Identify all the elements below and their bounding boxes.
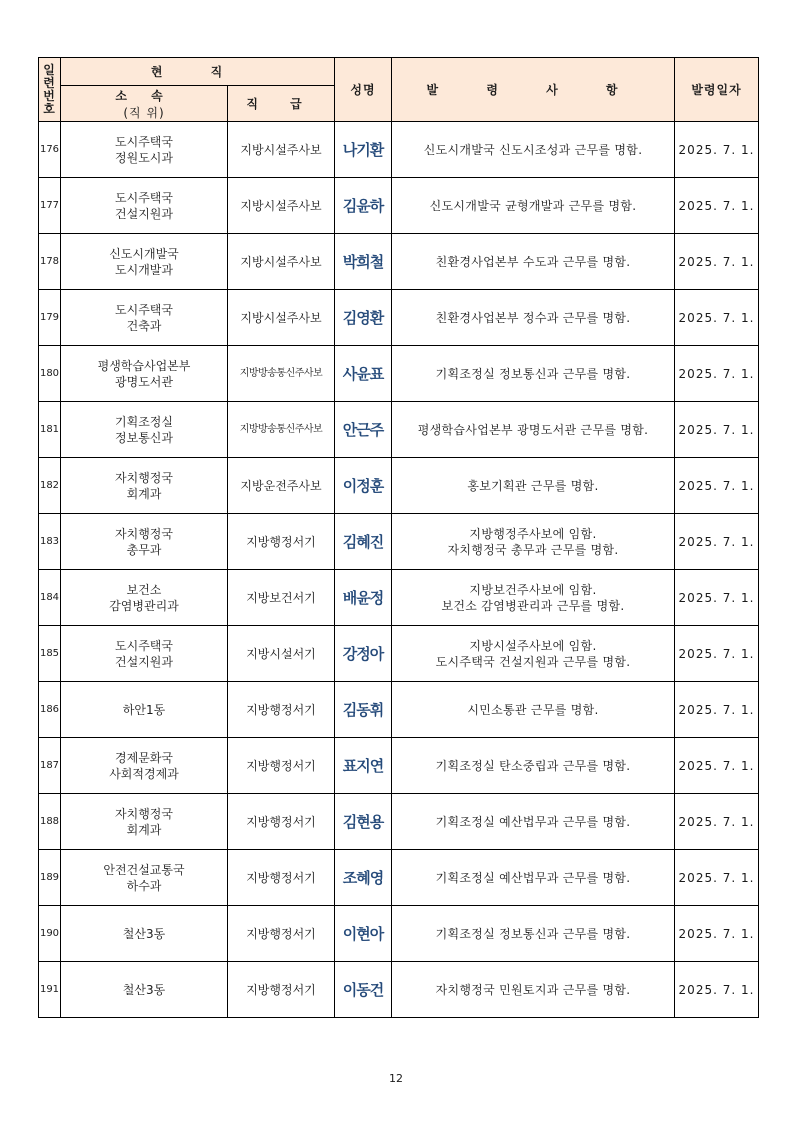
table-row: [39, 794, 759, 850]
row-person-name: 김윤하: [335, 178, 392, 234]
row-order-date: 2025. 7. 1.: [675, 738, 759, 794]
row-department: [61, 962, 228, 1018]
row-serial-number: 183: [39, 514, 61, 570]
row-rank: 지방행정서기: [228, 906, 335, 962]
department-line: 정원도시과: [115, 150, 173, 165]
row-department: [61, 570, 228, 626]
row-serial-number: 181: [39, 402, 61, 458]
table-row: [39, 122, 759, 178]
department-line: 도시주택국: [115, 302, 173, 317]
table-row: [39, 906, 759, 962]
row-order-details: [392, 458, 675, 514]
department-line: 도시주택국: [115, 190, 173, 205]
table-row: [39, 402, 759, 458]
row-rank: 지방방송통신주사보: [228, 402, 335, 458]
table-header: [39, 58, 759, 122]
row-order-details: [392, 514, 675, 570]
order-line: 신도시개발국 신도시조성과 근무를 명함.: [423, 142, 643, 157]
header-serial-number: 일 련 번 호: [39, 58, 61, 122]
row-rank: 지방시설주사보: [228, 234, 335, 290]
table-row: [39, 682, 759, 738]
department-line: 철산3동: [122, 982, 166, 997]
department-line: 건축과: [126, 318, 162, 333]
row-serial-number: 190: [39, 906, 61, 962]
row-rank: 지방행정서기: [228, 514, 335, 570]
row-rank: 지방행정서기: [228, 850, 335, 906]
row-department: [61, 906, 228, 962]
row-person-name: 김영환: [335, 290, 392, 346]
row-rank: 지방행정서기: [228, 682, 335, 738]
table-body: [39, 122, 759, 1018]
row-person-name: 표지연: [335, 738, 392, 794]
row-rank: 지방방송통신주사보: [228, 346, 335, 402]
row-rank: 지방행정서기: [228, 738, 335, 794]
department-line: 감염병관리과: [109, 598, 179, 613]
row-department: [61, 682, 228, 738]
row-department: [61, 738, 228, 794]
table-row: [39, 234, 759, 290]
table-row: [39, 850, 759, 906]
row-serial-number: 182: [39, 458, 61, 514]
row-serial-number: 191: [39, 962, 61, 1018]
row-order-date: 2025. 7. 1.: [675, 402, 759, 458]
row-order-date: 2025. 7. 1.: [675, 234, 759, 290]
row-rank: 지방행정서기: [228, 794, 335, 850]
row-order-date: 2025. 7. 1.: [675, 346, 759, 402]
row-serial-number: 180: [39, 346, 61, 402]
row-serial-number: 178: [39, 234, 61, 290]
department-line: 자치행정국: [115, 806, 173, 821]
department-line: 경제문화국: [115, 750, 173, 765]
row-order-date: 2025. 7. 1.: [675, 514, 759, 570]
row-rank: 지방행정서기: [228, 962, 335, 1018]
order-line: 평생학습사업본부 광명도서관 근무를 명함.: [417, 422, 649, 437]
row-person-name: 박희철: [335, 234, 392, 290]
department-line: 총무과: [126, 542, 162, 557]
row-department: [61, 794, 228, 850]
department-line: 회계과: [126, 486, 162, 501]
order-line: 시민소통관 근무를 명함.: [467, 702, 599, 717]
order-line: 친환경사업본부 수도과 근무를 명함.: [435, 254, 631, 269]
row-person-name: 이현아: [335, 906, 392, 962]
order-line: 기획조정실 정보통신과 근무를 명함.: [435, 926, 631, 941]
personnel-order-table: [38, 57, 759, 1018]
row-order-details: [392, 178, 675, 234]
order-line: 기획조정실 탄소중립과 근무를 명함.: [435, 758, 631, 773]
row-person-name: 김동휘: [335, 682, 392, 738]
order-line: 기획조정실 예산법무과 근무를 명함.: [435, 814, 631, 829]
row-order-details: [392, 290, 675, 346]
row-serial-number: 177: [39, 178, 61, 234]
row-rank: 지방시설주사보: [228, 290, 335, 346]
row-order-details: [392, 794, 675, 850]
department-line: 건설지원과: [115, 654, 173, 669]
row-person-name: 나기환: [335, 122, 392, 178]
row-order-date: 2025. 7. 1.: [675, 682, 759, 738]
row-order-date: 2025. 7. 1.: [675, 570, 759, 626]
department-line: 하수과: [126, 878, 162, 893]
department-line: 평생학습사업본부: [97, 358, 191, 373]
table-row: [39, 346, 759, 402]
page-number: 12: [389, 1072, 403, 1085]
row-rank: 지방운전주사보: [228, 458, 335, 514]
row-person-name: 배윤정: [335, 570, 392, 626]
row-serial-number: 187: [39, 738, 61, 794]
row-department: [61, 514, 228, 570]
table-row: [39, 290, 759, 346]
order-line: 친환경사업본부 정수과 근무를 명함.: [435, 310, 631, 325]
header-name: 성명: [335, 58, 392, 122]
row-order-date: 2025. 7. 1.: [675, 626, 759, 682]
row-serial-number: 184: [39, 570, 61, 626]
table-row: [39, 514, 759, 570]
row-order-details: [392, 346, 675, 402]
row-person-name: 김현용: [335, 794, 392, 850]
row-serial-number: 188: [39, 794, 61, 850]
row-department: [61, 178, 228, 234]
department-line: 안전건설교통국: [103, 862, 185, 877]
row-person-name: 이동건: [335, 962, 392, 1018]
table-row: [39, 178, 759, 234]
row-person-name: 조혜영: [335, 850, 392, 906]
department-line: 자치행정국: [115, 526, 173, 541]
row-order-details: [392, 234, 675, 290]
department-line: 신도시개발국: [109, 246, 179, 261]
order-line: 기획조정실 정보통신과 근무를 명함.: [435, 366, 631, 381]
row-serial-number: 189: [39, 850, 61, 906]
row-order-date: 2025. 7. 1.: [675, 458, 759, 514]
department-line: 건설지원과: [115, 206, 173, 221]
row-order-details: [392, 738, 675, 794]
row-order-details: [392, 402, 675, 458]
table-row: [39, 570, 759, 626]
order-line: 자치행정국 총무과 근무를 명함.: [447, 542, 619, 557]
department-line: 사회적경제과: [109, 766, 179, 781]
row-person-name: 김혜진: [335, 514, 392, 570]
row-order-details: [392, 906, 675, 962]
order-line: 홍보기획관 근무를 명함.: [467, 478, 599, 493]
department-line: 정보통신과: [115, 430, 173, 445]
row-person-name: 안근주: [335, 402, 392, 458]
department-line: 회계과: [126, 822, 162, 837]
order-line: 지방행정주사보에 임함.: [469, 526, 597, 541]
header-rank: 직 급: [228, 86, 335, 122]
department-line: 하안1동: [122, 702, 166, 717]
order-line: 지방시설주사보에 임함.: [469, 638, 597, 653]
row-order-details: [392, 570, 675, 626]
table-row: [39, 738, 759, 794]
row-rank: 지방시설주사보: [228, 122, 335, 178]
row-order-date: 2025. 7. 1.: [675, 962, 759, 1018]
row-department: [61, 458, 228, 514]
row-serial-number: 186: [39, 682, 61, 738]
department-line: 보건소: [126, 582, 162, 597]
row-department: [61, 122, 228, 178]
row-order-date: 2025. 7. 1.: [675, 178, 759, 234]
header-current-position: 현 직: [61, 58, 335, 86]
row-rank: 지방시설주사보: [228, 178, 335, 234]
row-order-details: [392, 682, 675, 738]
row-person-name: 강정아: [335, 626, 392, 682]
row-serial-number: 176: [39, 122, 61, 178]
row-department: [61, 402, 228, 458]
row-department: [61, 234, 228, 290]
header-department: 소 속 (직 위): [61, 86, 228, 122]
row-order-details: [392, 850, 675, 906]
row-rank: 지방시설서기: [228, 626, 335, 682]
row-department: [61, 626, 228, 682]
department-line: 기획조정실: [115, 414, 173, 429]
row-serial-number: 185: [39, 626, 61, 682]
row-serial-number: 179: [39, 290, 61, 346]
order-line: 기획조정실 예산법무과 근무를 명함.: [435, 870, 631, 885]
header-order-date: 발령일자: [675, 58, 759, 122]
order-line: 지방보건주사보에 임함.: [469, 582, 597, 597]
row-order-details: [392, 626, 675, 682]
row-order-date: 2025. 7. 1.: [675, 290, 759, 346]
table-row: [39, 458, 759, 514]
department-line: 광명도서관: [115, 374, 173, 389]
order-line: 자치행정국 민원토지과 근무를 명함.: [435, 982, 631, 997]
department-line: 도시개발과: [115, 262, 173, 277]
row-person-name: 이정훈: [335, 458, 392, 514]
order-line: 신도시개발국 균형개발과 근무를 명함.: [429, 198, 637, 213]
row-order-details: [392, 962, 675, 1018]
row-department: [61, 290, 228, 346]
row-person-name: 사윤표: [335, 346, 392, 402]
table-row: [39, 626, 759, 682]
row-order-date: 2025. 7. 1.: [675, 794, 759, 850]
row-rank: 지방보건서기: [228, 570, 335, 626]
row-department: [61, 850, 228, 906]
row-department: [61, 346, 228, 402]
table-row: [39, 962, 759, 1018]
order-line: 보건소 감염병관리과 근무를 명함.: [441, 598, 625, 613]
row-order-date: 2025. 7. 1.: [675, 122, 759, 178]
department-line: 도시주택국: [115, 638, 173, 653]
row-order-details: [392, 122, 675, 178]
department-line: 도시주택국: [115, 134, 173, 149]
department-line: 자치행정국: [115, 470, 173, 485]
row-order-date: 2025. 7. 1.: [675, 850, 759, 906]
row-order-date: 2025. 7. 1.: [675, 906, 759, 962]
header-order-details: 발 령 사 항: [392, 58, 675, 122]
order-line: 도시주택국 건설지원과 근무를 명함.: [435, 654, 631, 669]
department-line: 철산3동: [122, 926, 166, 941]
